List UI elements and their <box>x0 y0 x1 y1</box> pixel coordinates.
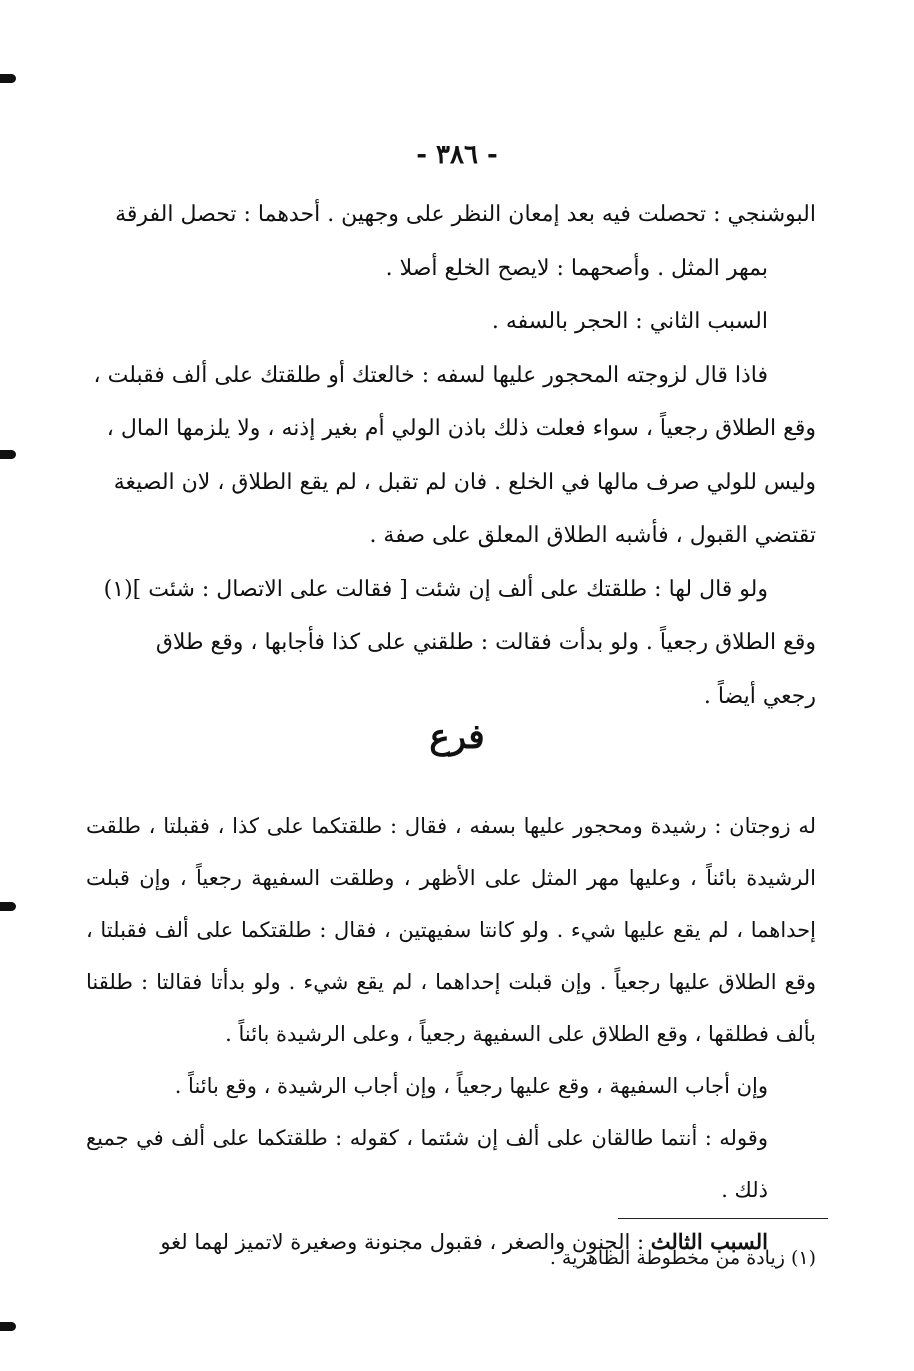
paragraph <box>86 188 816 295</box>
text-line: قبلت إحداهما ، لم يقع عليها شيء . ولو كانتا سفيهتين ، فقال : طلقتكما على ألف فقبلتا ، <box>86 866 816 942</box>
text-line: ولو قال لها : طلقتك على ألف إن شئت [ فقالت على الاتصال : شئت ](١) <box>103 576 768 602</box>
text-line: تقتضي القبول ، فأشبه الطلاق المعلق على صفة . <box>369 523 816 548</box>
page-number: - ٣٨٦ - <box>416 140 498 170</box>
cause-three-text: : الجنون والصغر ، فقبول مجنونة وصغيرة لاتميز لهما لغو <box>160 1230 645 1254</box>
paragraph: وقوله : أنتما طالقان على ألف إن شئتما ، كقوله : طلقتكما على ألف في جميع ذلك . <box>86 1126 768 1202</box>
scan-margin-mark <box>0 1322 16 1331</box>
footnote-divider <box>618 1218 828 1219</box>
scan-margin-mark <box>0 74 16 83</box>
scan-margin-mark <box>0 450 16 459</box>
text-line: طلقت الرشيدة بائناً ، وعليها مهر المثل على الأظهر ، وطلقت السفيهة رجعياً ، وإن <box>86 814 816 890</box>
paragraph <box>86 563 816 724</box>
paragraph: وإن أجاب السفيهة ، وقع عليها رجعياً ، وإن أجاب الرشيدة ، وقع بائناً . <box>174 1074 768 1098</box>
cause-three-label: السبب الثالث <box>650 1229 768 1254</box>
section-heading: فرع <box>429 717 485 757</box>
text-line: وقع الطلاق عليها رجعياً . وإن قبلت إحداهما ، لم يقع شيء . ولو بدأتا فقالتا : <box>141 970 816 994</box>
paragraph <box>86 349 816 563</box>
text-line: له زوجتان : رشيدة ومحجور عليها بسفه ، فقال : طلقتكما على كذا ، فقبلتا ، <box>148 814 816 838</box>
text-line: وقع الطلاق رجعياً ، سواء فعلت ذلك باذن الولي أم بغير إذنه ، ولا يلزمها المال ، <box>106 416 816 441</box>
text-line: بمهر المثل . وأصحهما : لايصح الخلع أصلا . <box>385 255 768 281</box>
text-line: طلقنا بألف فطلقها ، وقع الطلاق على السفيهة رجعياً ، وعلى الرشيدة بائناً . <box>86 970 816 1046</box>
text-line: وقع الطلاق رجعياً . ولو بدأت فقالت : طلقني على كذا فأجابها ، وقع طلاق <box>155 630 816 655</box>
main-text-block <box>86 188 816 723</box>
footnote: (١) زيادة من مخطوطة الظاهرية . <box>549 1247 816 1269</box>
branch-text-block <box>86 800 816 1268</box>
text-line: فاذا قال لزوجته المحجور عليها لسفه : خالعتك أو طلقتك على ألف فقبلت ، <box>93 362 768 388</box>
cause-two-heading: السبب الثاني : الحجر بالسفه . <box>491 309 768 334</box>
text-line: وليس للولي صرف مالها في الخلع . فان لم تقبل ، لم يقع الطلاق ، لان الصيغة <box>113 469 816 495</box>
text-line: البوشنجي : تحصلت فيه بعد إمعان النظر على وجهين . أحدهما : تحصل الفرقة <box>115 202 816 227</box>
scan-margin-mark <box>0 902 16 911</box>
text-line: رجعي أيضاً . <box>703 683 816 709</box>
paragraph <box>86 800 816 1060</box>
